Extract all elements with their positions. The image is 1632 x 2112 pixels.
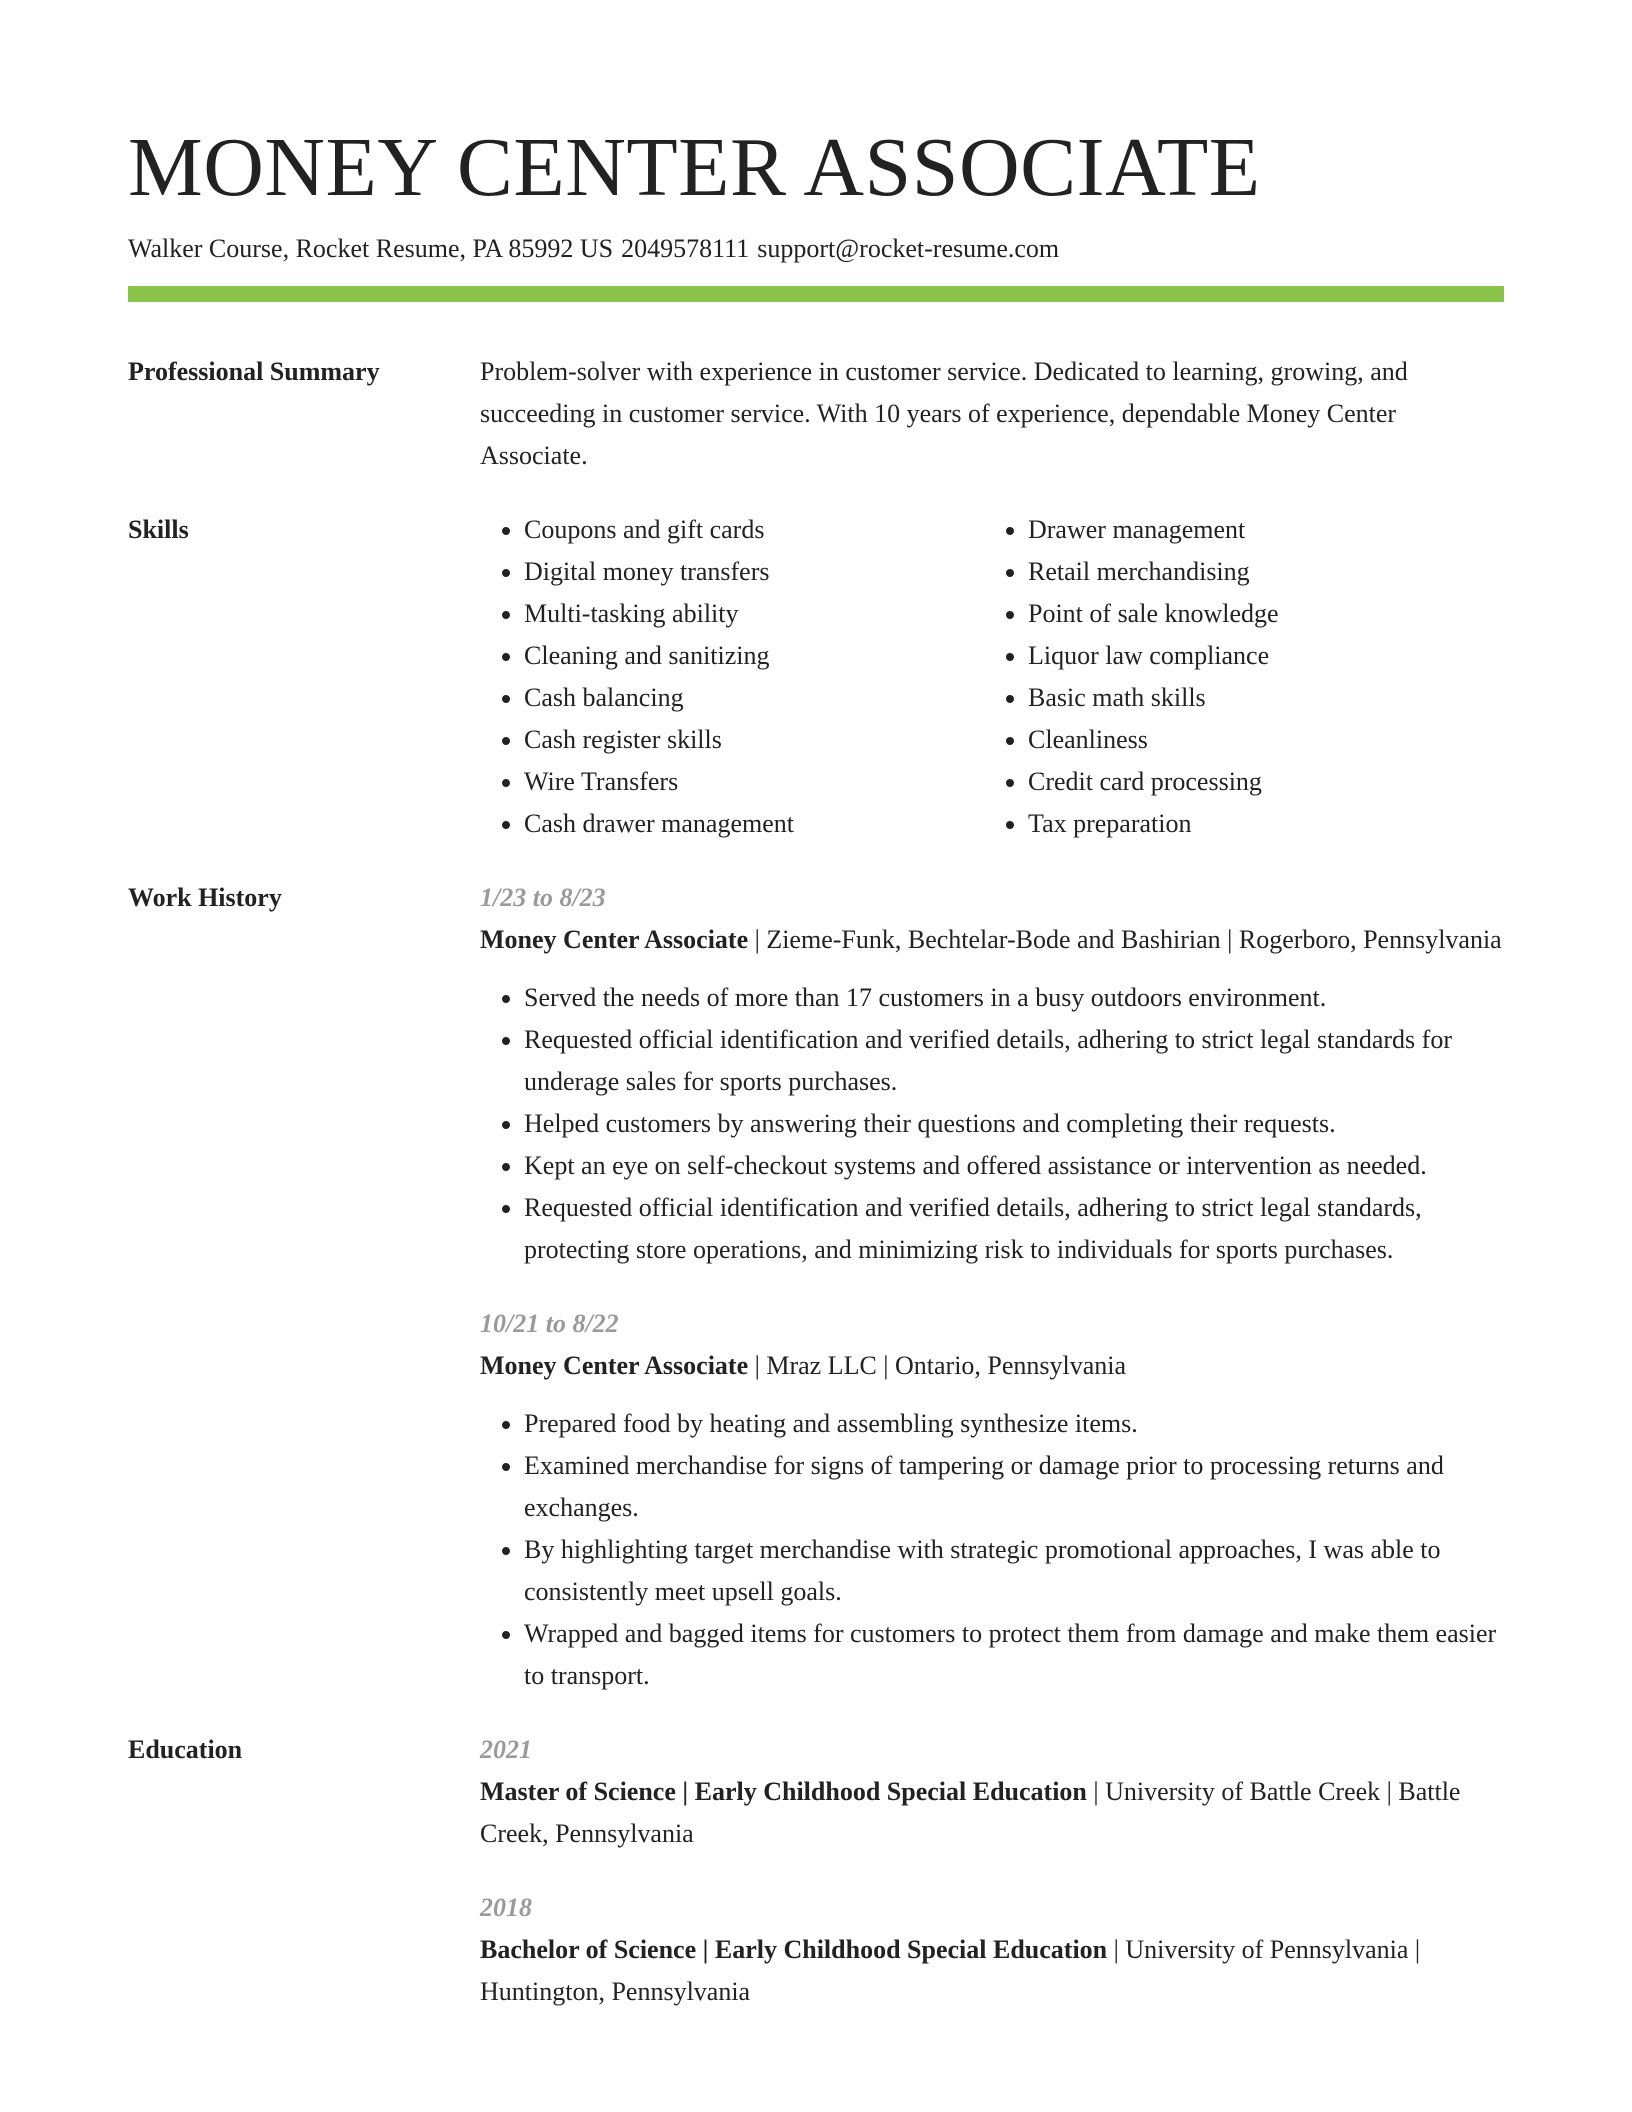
education-body bbox=[480, 1729, 1504, 2045]
work-history-title: Work History bbox=[128, 883, 282, 912]
job-duty: • Prepared food by heating and assembling synthesize items. bbox=[524, 1403, 1504, 1445]
contact-email: support@rocket-resume.com bbox=[757, 234, 1060, 263]
job-dates: 10/21 to 8/22 bbox=[480, 1309, 619, 1338]
education-year: 2018 bbox=[480, 1893, 532, 1922]
skills-column-right bbox=[984, 509, 1488, 845]
skills-column-left bbox=[480, 509, 984, 845]
skills-columns bbox=[480, 509, 1504, 845]
education-title: Education bbox=[128, 1735, 243, 1764]
skill-item: • Multi-tasking ability bbox=[524, 593, 984, 635]
job-dates: 1/23 to 8/23 bbox=[480, 883, 606, 912]
job-title: Money Center Associate bbox=[480, 1351, 749, 1380]
job-duties-list bbox=[480, 977, 1504, 1271]
summary-title: Professional Summary bbox=[128, 357, 380, 386]
job-title: Money Center Associate bbox=[480, 925, 749, 954]
skills-title: Skills bbox=[128, 515, 189, 544]
job-duty: • Examined merchandise for signs of tampering or damage prior to processing returns and exchanges. bbox=[524, 1445, 1504, 1529]
job-duty: • Requested official identification and verified details, adhering to strict legal standards for underage sales for sports purchases. bbox=[524, 1019, 1504, 1103]
job-duty: • Served the needs of more than 17 customers in a busy outdoors environment. bbox=[524, 977, 1504, 1019]
summary-body bbox=[480, 351, 1504, 477]
candidate-name: MONEY CENTER ASSOCIATE bbox=[128, 121, 1261, 214]
skill-item: • Cash drawer management bbox=[524, 803, 984, 845]
job-duty: • Helped customers by answering their questions and completing their requests. bbox=[524, 1103, 1504, 1145]
job-heading bbox=[480, 1345, 1504, 1387]
summary-section bbox=[128, 351, 1504, 477]
work-history-section bbox=[128, 877, 1504, 1697]
skill-item: • Wire Transfers bbox=[524, 761, 984, 803]
job-employer-location: | Mraz LLC | Ontario, Pennsylvania bbox=[748, 1351, 1127, 1380]
job-entry bbox=[480, 877, 1504, 1271]
skill-item: • Coupons and gift cards bbox=[524, 509, 984, 551]
skill-item: • Digital money transfers bbox=[524, 551, 984, 593]
education-school-location: | University of Battle Creek | Battle Creek, Pennsylvania bbox=[480, 1777, 1461, 1848]
work-history-body bbox=[480, 877, 1504, 1697]
contact-line bbox=[128, 232, 1504, 266]
accent-divider bbox=[128, 286, 1504, 302]
summary-text: Problem-solver with experience in customer service. Dedicated to learning, growing, and succeeding in customer service. With 10 years of experience, dependable Money Center Associate. bbox=[480, 357, 1408, 470]
skills-body bbox=[480, 509, 1504, 845]
education-entry bbox=[480, 1729, 1504, 1855]
job-entry bbox=[480, 1303, 1504, 1697]
skill-item: • Cleaning and sanitizing bbox=[524, 635, 984, 677]
skills-list-right bbox=[984, 509, 1488, 845]
education-degree: Bachelor of Science | Early Childhood Special Education bbox=[480, 1935, 1108, 1964]
education-school-location: | University of Pennsylvania | Huntington, Pennsylvania bbox=[480, 1935, 1421, 2006]
job-duty: • Kept an eye on self-checkout systems and offered assistance or intervention as needed. bbox=[524, 1145, 1504, 1187]
education-degree: Master of Science | Early Childhood Special Education bbox=[480, 1777, 1087, 1806]
contact-address: Walker Course, Rocket Resume, PA 85992 US bbox=[128, 234, 614, 263]
skill-item: • Tax preparation bbox=[1028, 803, 1488, 845]
education-year: 2021 bbox=[480, 1735, 532, 1764]
skill-item: • Cash balancing bbox=[524, 677, 984, 719]
job-duty: • Wrapped and bagged items for customers to protect them from damage and make them easier to transport. bbox=[524, 1613, 1504, 1697]
skills-section bbox=[128, 509, 1504, 845]
education-heading bbox=[480, 1929, 1504, 2013]
skill-item: • Cleanliness bbox=[1028, 719, 1488, 761]
education-section bbox=[128, 1729, 1504, 2045]
skill-item: • Liquor law compliance bbox=[1028, 635, 1488, 677]
contact-phone: 2049578111 bbox=[621, 234, 750, 263]
job-duty: • By highlighting target merchandise with strategic promotional approaches, I was able to consistently meet upsell goals. bbox=[524, 1529, 1504, 1613]
education-heading bbox=[480, 1771, 1504, 1855]
job-heading bbox=[480, 919, 1504, 961]
job-employer-location: | Zieme-Funk, Bechtelar-Bode and Bashirian | Rogerboro, Pennsylvania bbox=[748, 925, 1502, 954]
education-entry bbox=[480, 1887, 1504, 2013]
skill-item: • Basic math skills bbox=[1028, 677, 1488, 719]
resume-page bbox=[128, 0, 1504, 2045]
skill-item: • Cash register skills bbox=[524, 719, 984, 761]
skill-item: • Credit card processing bbox=[1028, 761, 1488, 803]
skills-list-left bbox=[480, 509, 984, 845]
job-duty: • Requested official identification and verified details, adhering to strict legal standards, protecting store operations, and minimizing risk to individuals for sports purchases. bbox=[524, 1187, 1504, 1271]
skill-item: • Retail merchandising bbox=[1028, 551, 1488, 593]
job-duties-list bbox=[480, 1403, 1504, 1697]
skill-item: • Point of sale knowledge bbox=[1028, 593, 1488, 635]
skill-item: • Drawer management bbox=[1028, 509, 1488, 551]
